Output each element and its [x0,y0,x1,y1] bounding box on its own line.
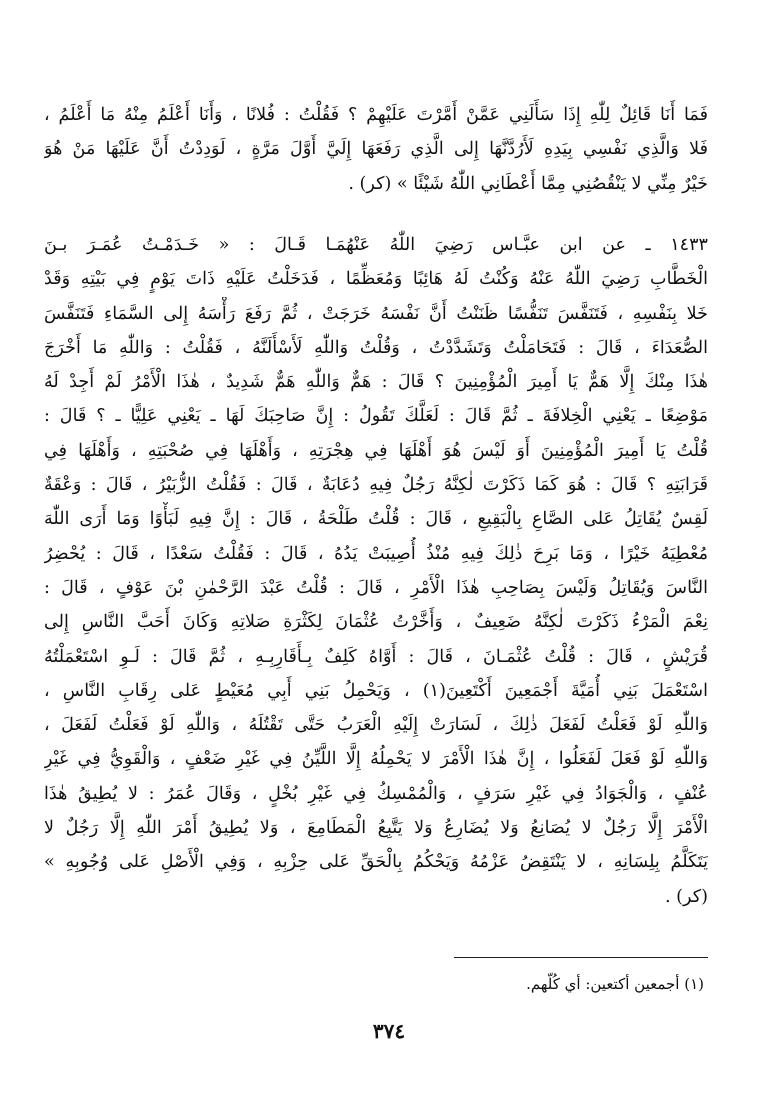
text-line: خَلا بِنَفْسِهِ ، فَتَنَفَّسَ تَنَفُّسًا ظَنَنْتُ أَنَّ نَفْسَهُ خَرَجَتْ ، ثُمَّ رَفَعَ رَأْسَهُ إِلى السَّمَاءِ فَتَنَفَّسَ [44,303,708,324]
hadith-1433 [44,228,708,914]
text-line: الصُّعَدَاءَ ، قَالَ : فَتَحَامَلْتُ وَتَشَدَّدْتُ ، وَقُلْتُ وَاللّٰهِ لَأَسْأَلَنَّهُ ، فَقُلْتُ : وَاللّٰهِ مَا أَخْرَجَ [44,337,708,358]
text-line: (كر) . [665,886,708,907]
text-line: الْخَطَّابِ رَضِيَ اللّٰهُ عَنْهُ وَكُنْتُ لَهُ هَائِبًا وَمُعَظِّمًا ، فَدَخَلْتُ عَلَيْهِ ذَاتَ يَوْمٍ فِي بَيْتِهِ وَقَدْ [44,269,708,290]
footnote-divider [454,957,708,958]
text-line: مُعْطِيَهُ خَيْرًا ، وَمَا بَرِحَ ذٰلِكَ فِيهِ مُنْذُ أُصِيبَتْ يَدُهُ ، قَالَ : فَقُلْتُ سَعْدًا ، قَالَ : يُحْضِرُ [44,543,708,564]
text-line: قَرَابَتِهِ ؟ قَالَ : هُوَ كَمَا ذَكَرْتَ لٰكِنَّهُ رَجُلٌ فِيهِ دُعَابَةٌ ، قَالَ : فَقُلْتُ الزُّبَيْرُ ، قَالَ : وَعْقَةٌ [44,475,708,496]
text-line: فَمَا أَنَا قَائِلٌ لِلّٰهِ إِذَا سَأَلَنِي عَمَّنْ أَمَّرْتَ عَلَيْهِمْ ؟ فَقُلْتُ : فُلانًا ، وَأَنَا أَعْلَمُ مِنْهُ مَا أَعْلَمُ ، [44,105,708,125]
footnote: (١) أجمعين أكتعين: أي كُلّهم. [526,975,704,993]
text-line: قُرَيْشٍ ، قَالَ : قُلْتُ عُثْمَـانَ ، قَالَ : أَوَّاهُ كَلِفٌ بِـأَقَارِبِـهِ ، ثُمَّ قَالَ : لَـوِ اسْتَعْمَلْتُهُ [44,646,708,667]
text-line: لَقِسٌ يُقَاتِلُ عَلى الصَّاعِ بِالْبَقِيعِ ، قَالَ : قُلْتُ طَلْحَةُ ، قَالَ : إِنَّ فِيهِ لَبَأْوًا وَمَا أَرَى اللّٰهَ [44,509,708,530]
page-number: ٣٧٤ [372,1019,406,1043]
text-line: فَلا وَالَّذِي نَفْسِي بِيَدِهِ لَأَرُدَّنَّهَا إِلى الَّذِي رَفَعَهَا إِلَيَّ أَوَّلَ مَرَّةٍ ، لَوَدِدْتُ أَنَّ عَلَيْهَا مَنْ هُوَ [44,139,708,160]
paragraph-continuation [44,98,708,201]
text-line: اسْتَعْمَلَ بَنِي أُمَيَّةَ أَجْمَعِينَ أَكْتَعِينَ(١) ، وَيَحْمِلُ بَنِي أَبِي مُعَيْطٍ عَلى رِقَابِ النَّاسِ ، [44,680,708,701]
text-line: وَاللّٰهِ لَوْ فَعَلَ لَفَعَلُوا ، إِنَّ هٰذَا الْأَمْرَ لا يَحْمِلُهُ إِلَّا اللَّيِّنُ فِي غَيْرِ ضَعْفٍ ، وَالْقَوِيُّ فِي غَيْرِ [44,749,708,770]
text-line: النَّاسَ وَيُقَاتِلُ وَلَيْسَ بِصَاحِبِ هٰذَا الْأَمْرِ ، قَالَ : قُلْتُ عَبْدَ الرَّحْمٰنِ بْنَ عَوْفٍ ، قَالَ : [44,577,708,598]
text-line: هٰذَا مِنْكَ إِلَّا هَمٌّ يَا أَمِيرَ الْمُؤْمِنِينَ ؟ قَالَ : هَمٌّ وَاللّٰهِ هَمٌّ شَدِيدٌ ، هٰذَا الْأَمْرُ لَمْ أَجِدْ لَهُ [44,372,708,393]
text-line: مَوْضِعًا ـ يَعْنِي الْخِلافَةَ ـ ثُمَّ قَالَ : لَعَلَّكَ تَقُولُ : إِنَّ صَاحِبَكَ لَهَا ـ يَعْنِي عَلِيًّا ـ ؟ قَالَ : [44,406,708,427]
text-line: عُنْفٍ ، وَالْجَوَادُ فِي غَيْرِ سَرَفٍ ، وَالْمُمْسِكُ فِي غَيْرِ بُخْلٍ ، وَقَالَ عُمَرُ : لا يُطِيقُ هٰذَا [44,783,708,804]
text-line: خَيْرٌ مِنِّي لا يَنْقُصُنِي مِمَّا أَعْطَانِي اللّٰهُ شَيْئًا » (كر) . [348,173,708,194]
text-line: ١٤٣٣ ـ عن ابن عبَّـاس رَضِيَ اللّٰهُ عَنْهُمَـا قَـالَ : « خَـدَمْـتُ عُمَـرَ بـنَ [44,235,708,255]
text-line: وَاللّٰهِ لَوْ فَعَلْتُ لَفَعَلَ ذٰلِكَ ، لَسَارَتْ إِلَيْهِ الْعَرَبُ حَتَّى تَقْتُلَهُ ، وَاللّٰهِ لَوْ فَعَلْتُ لَفَعَلَ ، [44,715,708,736]
text-line: قُلْتُ يَا أَمِيرَ الْمُؤْمِنِينَ أَوَ لَيْسَ هُوَ أَهْلَهَا فِي هِجْرَتِهِ ، وَأَهْلَهَا فِي صُحْبَتِهِ ، وَأَهْلَهَا فِي [44,440,708,461]
text-line: نِعْمَ الْمَرْءُ ذَكَرْتَ لٰكِنَّهُ ضَعِيفٌ ، وَأَخَّرْتُ عُثْمَانَ لِكَثْرَةِ صَلاتِهِ وَكَانَ أَحَبَّ النَّاسِ إِلى [44,612,708,633]
text-line: يَتَكَلَّمُ بِلِسَانِهِ ، لا يَنْتَقِضُ عَزْمُهُ وَيَحْكُمُ بِالْحَقِّ عَلى حِزْبِهِ ، وَفِي الْأَصْلِ عَلى وُجُوبِهِ » [44,852,708,873]
text-line: الْأَمْرَ إِلَّا رَجُلٌ لا يُصَانِعُ وَلا يُضَارِعُ وَلا يَتَّبِعُ الْمَطَامِعَ ، وَلا يُطِيقُ أَمْرَ اللّٰهِ إِلَّا رَجُلٌ لا [44,818,708,839]
